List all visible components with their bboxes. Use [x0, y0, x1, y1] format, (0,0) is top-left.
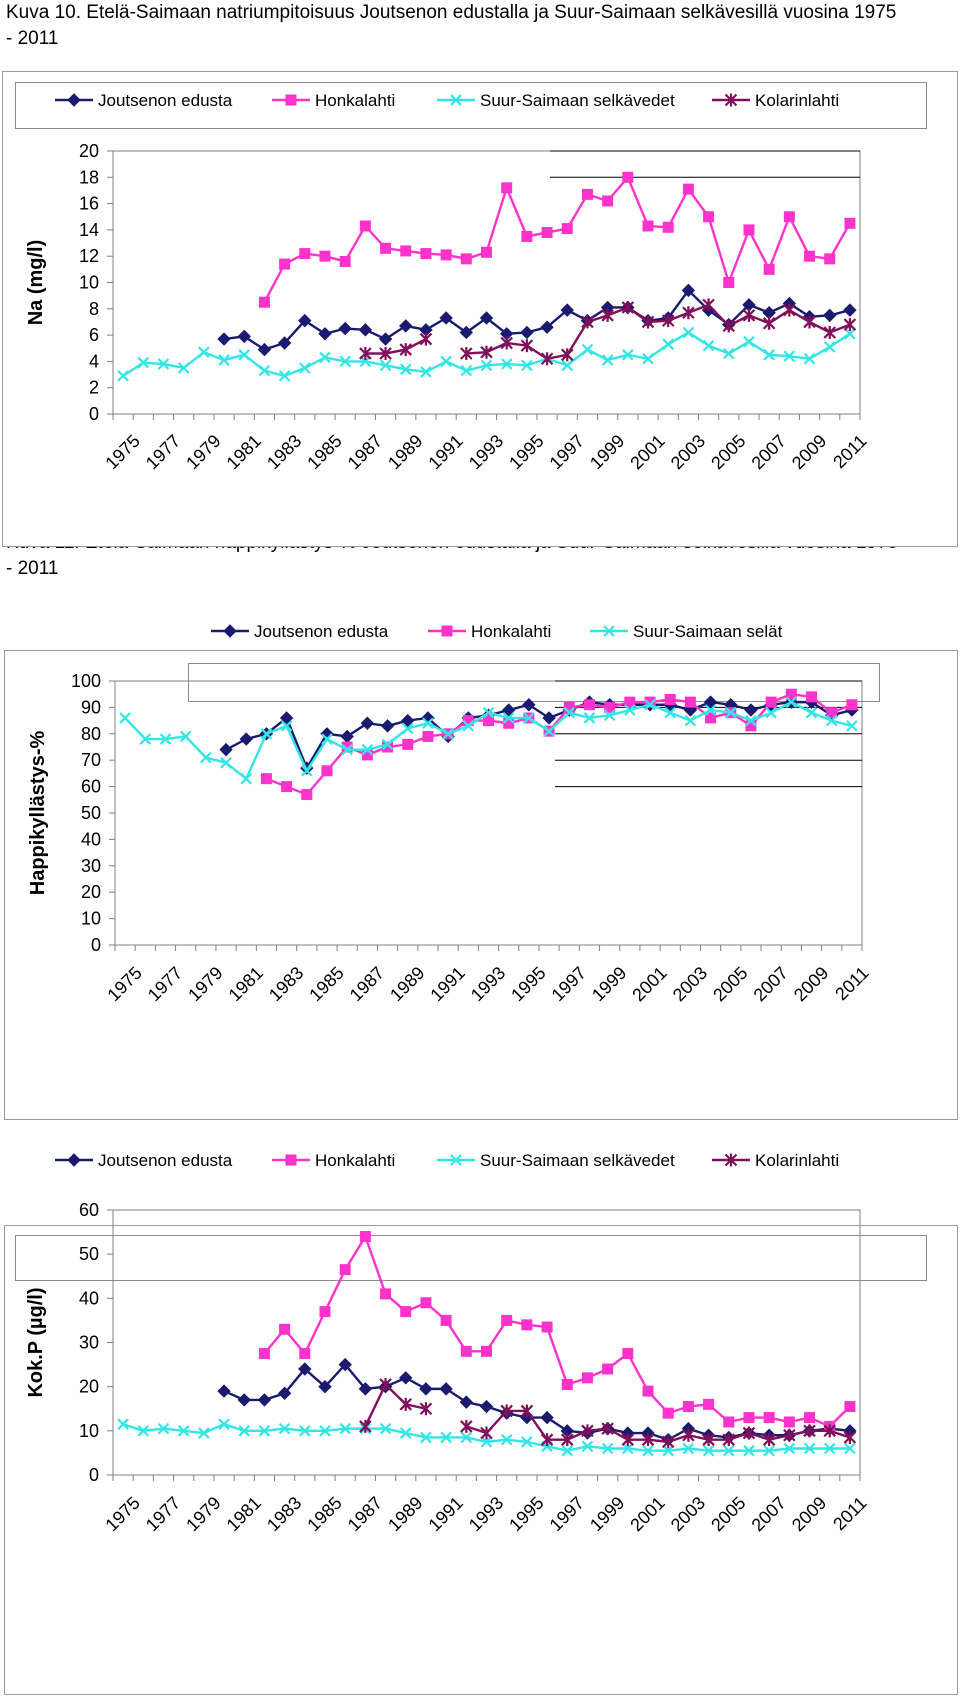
data-point: [766, 697, 777, 708]
y-tick-label: 16: [78, 193, 99, 214]
data-point: [562, 1379, 573, 1390]
data-point: [521, 231, 532, 242]
legend-swatch-marker: [286, 95, 297, 106]
legend-item: [272, 1151, 395, 1170]
data-point: [301, 789, 312, 800]
series-joutsenon-edusta: [218, 1359, 856, 1446]
data-point: [481, 1427, 492, 1440]
x-tick-label: 2001: [626, 1492, 669, 1536]
y-tick-label: 20: [78, 1376, 99, 1397]
legend-swatch-marker: [442, 626, 453, 637]
x-tick-label: 1993: [464, 1492, 508, 1536]
data-point: [238, 330, 250, 342]
x-tick-label: 1999: [586, 1492, 629, 1536]
x-tick-label: 2003: [666, 430, 710, 474]
data-point: [764, 317, 775, 330]
legend-item: [428, 622, 551, 641]
data-point: [261, 773, 272, 784]
x-tick-label: 1979: [182, 1492, 225, 1536]
data-point: [622, 1348, 633, 1359]
x-tick-label: 1975: [101, 430, 144, 474]
x-tick-label: 1981: [222, 430, 266, 474]
data-point: [743, 1412, 754, 1423]
x-tick-label: 2001: [626, 430, 669, 474]
x-tick-label: 2005: [707, 1492, 750, 1536]
y-axis-label: Na (mg/l): [25, 239, 47, 326]
data-point: [481, 1401, 493, 1413]
chart-sodium: [25, 91, 871, 473]
data-point: [360, 1231, 371, 1242]
data-point: [665, 694, 676, 705]
x-tick-label: 1987: [345, 962, 389, 1006]
chart-oxygen: [27, 622, 873, 1005]
data-point: [481, 1346, 492, 1357]
series-line: [365, 1384, 426, 1426]
y-tick-label: 0: [88, 404, 99, 424]
data-point: [584, 699, 595, 710]
y-tick-label: 70: [80, 750, 101, 771]
data-point: [723, 277, 734, 288]
data-point: [846, 699, 857, 710]
legend-label: Joutsenon edusta: [98, 1151, 233, 1170]
data-point: [259, 1348, 270, 1359]
data-point: [745, 704, 757, 716]
caption-figure-11: - 2011: [6, 558, 59, 579]
data-point: [441, 356, 451, 366]
x-tick-label: 2009: [789, 962, 833, 1006]
data-point: [683, 327, 693, 337]
x-tick-label: 1983: [264, 962, 308, 1006]
data-point: [360, 1420, 371, 1433]
x-tick-label: 1985: [303, 430, 346, 474]
data-point: [844, 1401, 855, 1412]
data-point: [582, 189, 593, 200]
data-point: [481, 247, 492, 258]
y-tick-label: 20: [78, 141, 99, 161]
x-tick-label: 1987: [343, 430, 387, 474]
legend-label: Suur-Saimaan selät: [633, 622, 783, 641]
x-tick-label: 2011: [831, 962, 873, 1005]
x-tick-label: 1981: [224, 962, 268, 1006]
y-tick-label: 2: [88, 377, 99, 398]
data-point: [218, 1385, 230, 1397]
data-point: [804, 315, 815, 328]
x-tick-label: 1997: [545, 430, 589, 474]
x-tick-label: 2005: [707, 430, 750, 474]
data-point: [743, 224, 754, 235]
x-tick-label: 1991: [426, 962, 469, 1006]
data-point: [460, 1396, 472, 1408]
data-point: [440, 1383, 452, 1395]
data-point: [382, 720, 394, 732]
x-tick-label: 2005: [709, 962, 752, 1006]
legend-label: Kolarinlahti: [755, 1151, 840, 1170]
data-point: [844, 318, 855, 331]
x-tick-label: 1989: [384, 430, 427, 474]
plot-area: [113, 151, 860, 414]
data-point: [683, 184, 694, 195]
legend-item: [272, 91, 395, 110]
data-point: [339, 323, 351, 335]
data-point: [240, 733, 252, 745]
x-tick-label: 2011: [829, 1492, 871, 1535]
data-point: [420, 248, 431, 259]
data-point: [120, 713, 130, 723]
data-point: [743, 309, 754, 322]
data-point: [543, 712, 555, 724]
y-tick-label: 0: [90, 935, 101, 955]
legend-label: Kolarinlahti: [755, 91, 840, 110]
x-tick-label: 1977: [143, 962, 187, 1006]
x-tick-label: 1989: [386, 962, 429, 1006]
data-point: [825, 342, 835, 352]
data-point: [844, 1431, 855, 1444]
series-line: [266, 694, 851, 794]
legend-item: [712, 91, 839, 110]
data-point: [258, 1394, 270, 1406]
data-point: [258, 344, 270, 356]
y-tick-label: 10: [80, 908, 101, 929]
data-point: [279, 259, 290, 270]
y-tick-label: 10: [78, 272, 99, 293]
data-point: [764, 1412, 775, 1423]
y-tick-label: 14: [78, 219, 99, 240]
data-point: [562, 223, 573, 234]
data-point: [521, 1319, 532, 1330]
series-joutsenon-edusta: [220, 696, 858, 774]
data-point: [724, 349, 734, 359]
data-point: [299, 248, 310, 259]
x-tick-label: 1979: [182, 430, 225, 474]
data-point: [241, 774, 251, 784]
x-tick-label: 1995: [505, 430, 548, 474]
data-point: [804, 1412, 815, 1423]
data-point: [643, 1386, 654, 1397]
y-tick-label: 40: [80, 829, 101, 850]
data-point: [744, 337, 754, 347]
data-point: [420, 333, 431, 346]
data-point: [400, 1306, 411, 1317]
y-tick-label: 6: [88, 325, 99, 346]
data-point: [259, 297, 270, 308]
data-point: [806, 691, 817, 702]
data-point: [602, 195, 613, 206]
data-point: [703, 211, 714, 222]
x-tick-label: 1993: [466, 962, 510, 1006]
y-tick-label: 50: [80, 803, 101, 823]
x-tick-label: 2007: [747, 1492, 790, 1536]
data-point: [300, 363, 310, 373]
data-point: [602, 1364, 613, 1375]
data-point: [400, 1372, 412, 1384]
x-tick-label: 1997: [545, 1492, 589, 1536]
data-point: [380, 333, 392, 345]
series-line: [365, 339, 426, 353]
y-tick-label: 10: [78, 1420, 99, 1441]
data-point: [341, 730, 353, 742]
legend-item: [712, 1151, 839, 1170]
data-point: [844, 218, 855, 229]
data-point: [461, 1420, 472, 1433]
data-point: [683, 1401, 694, 1412]
y-tick-label: 12: [78, 246, 99, 267]
data-point: [622, 172, 633, 183]
y-axis-label: Happikyllästys-%: [27, 730, 49, 896]
data-point: [683, 306, 694, 319]
legend-swatch-marker: [68, 94, 80, 106]
series-line: [224, 1365, 850, 1440]
series-line: [226, 702, 852, 768]
x-tick-label: 1979: [184, 962, 227, 1006]
x-tick-label: 2003: [668, 962, 712, 1006]
data-point: [521, 326, 533, 338]
data-point: [784, 304, 795, 317]
x-tick-label: 1995: [507, 962, 550, 1006]
data-point: [824, 309, 836, 321]
y-tick-label: 90: [80, 697, 101, 718]
data-point: [319, 251, 330, 262]
data-point: [844, 304, 856, 316]
data-point: [422, 731, 433, 742]
data-point: [441, 1315, 452, 1326]
series-honkalahti: [259, 1231, 855, 1432]
x-tick-label: 2007: [747, 430, 790, 474]
y-tick-label: 100: [70, 671, 101, 691]
data-point: [299, 1348, 310, 1359]
data-point: [361, 717, 373, 729]
data-point: [441, 249, 452, 260]
x-tick-label: 2007: [749, 962, 792, 1006]
series-honkalahti: [259, 172, 855, 308]
y-axis-label: Kok.P (µg/l): [25, 1287, 47, 1398]
data-point: [238, 1394, 250, 1406]
legend-swatch-marker: [224, 625, 236, 637]
data-point: [784, 211, 795, 222]
x-tick-label: 1985: [303, 1492, 346, 1536]
data-point: [764, 264, 775, 275]
data-point: [118, 371, 128, 381]
data-point: [402, 739, 413, 750]
data-point: [523, 699, 535, 711]
y-tick-label: 50: [78, 1244, 99, 1265]
legend-item: [437, 1151, 675, 1170]
data-point: [400, 245, 411, 256]
legend-label: Joutsenon edusta: [254, 622, 389, 641]
y-tick-label: 80: [80, 723, 101, 744]
data-point: [807, 708, 817, 718]
data-point: [542, 227, 553, 238]
legend-swatch-marker: [286, 1155, 297, 1166]
caption-figure-10: Kuva 10. Etelä-Saimaan natriumpitoisuus Joutsenon edustalla ja Suur-Saimaan selkävesillä vuosina 1975 - 2011: [6, 2, 897, 49]
legend-item: [590, 622, 783, 641]
series-line: [264, 1237, 849, 1427]
legend-item: [55, 1151, 233, 1170]
x-tick-label: 1999: [586, 430, 629, 474]
data-point: [420, 1383, 432, 1395]
data-point: [380, 1288, 391, 1299]
data-point: [685, 697, 696, 708]
x-tick-label: 1995: [505, 1492, 548, 1536]
data-point: [321, 765, 332, 776]
data-point: [319, 328, 331, 340]
y-tick-label: 60: [78, 1200, 99, 1220]
legend-item: [211, 622, 389, 641]
x-tick-label: 1975: [103, 962, 146, 1006]
x-tick-label: 1987: [343, 1492, 387, 1536]
x-tick-label: 2003: [666, 1492, 710, 1536]
x-tick-label: 1983: [262, 1492, 306, 1536]
chart-phosphorus: [25, 1151, 871, 1535]
series-line: [264, 177, 849, 302]
x-tick-label: 2011: [829, 430, 871, 473]
data-point: [319, 1306, 330, 1317]
data-point: [218, 333, 230, 345]
legend-label: Honkalahti: [315, 91, 396, 110]
y-tick-label: 40: [78, 1288, 99, 1309]
legend-label: Joutsenon edusta: [98, 91, 233, 110]
y-tick-label: 20: [80, 882, 101, 903]
x-tick-label: 1991: [424, 430, 467, 474]
data-point: [501, 182, 512, 193]
x-tick-label: 2009: [787, 1492, 831, 1536]
data-point: [824, 253, 835, 264]
x-tick-label: 1977: [141, 1492, 185, 1536]
x-tick-label: 1983: [262, 430, 306, 474]
y-tick-label: 60: [80, 776, 101, 797]
data-point: [582, 345, 592, 355]
data-point: [359, 324, 371, 336]
x-tick-label: 1997: [547, 962, 591, 1006]
legend-swatch-marker: [68, 1154, 80, 1166]
x-tick-label: 1991: [424, 1492, 467, 1536]
data-point: [360, 220, 371, 231]
data-point: [220, 744, 232, 756]
legend-item: [55, 91, 233, 110]
x-tick-label: 1993: [464, 430, 508, 474]
data-point: [723, 1417, 734, 1428]
data-point: [804, 251, 815, 262]
data-point: [461, 253, 472, 264]
data-point: [199, 347, 209, 357]
legend-label: Honkalahti: [315, 1151, 396, 1170]
data-point: [501, 1315, 512, 1326]
data-point: [380, 243, 391, 254]
data-point: [643, 220, 654, 231]
data-point: [461, 1346, 472, 1357]
data-point: [281, 781, 292, 792]
data-point: [340, 1264, 351, 1275]
data-point: [703, 1399, 714, 1410]
series-line: [224, 290, 850, 349]
data-point: [420, 1297, 431, 1308]
x-tick-label: 2001: [628, 962, 671, 1006]
y-tick-label: 0: [88, 1465, 99, 1485]
x-tick-label: 1989: [384, 1492, 427, 1536]
data-point: [279, 1324, 290, 1335]
data-point: [541, 1412, 553, 1424]
y-tick-label: 30: [78, 1332, 99, 1353]
y-tick-label: 4: [88, 351, 99, 372]
data-point: [704, 341, 714, 351]
legend-label: Honkalahti: [471, 622, 552, 641]
x-tick-label: 1985: [305, 962, 348, 1006]
x-tick-label: 2009: [787, 430, 831, 474]
y-tick-label: 8: [88, 298, 99, 319]
legend-label: Suur-Saimaan selkävedet: [480, 1151, 675, 1170]
data-point: [582, 1372, 593, 1383]
x-tick-label: 1975: [101, 1492, 144, 1536]
data-point: [663, 222, 674, 233]
data-point: [784, 1417, 795, 1428]
y-tick-label: 30: [80, 855, 101, 876]
y-tick-label: 18: [78, 167, 99, 188]
data-point: [663, 1408, 674, 1419]
x-tick-label: 1981: [222, 1492, 266, 1536]
x-tick-label: 1977: [141, 430, 185, 474]
data-point: [663, 339, 673, 349]
data-point: [542, 1322, 553, 1333]
data-point: [824, 326, 835, 339]
data-point: [340, 256, 351, 267]
x-tick-label: 1999: [588, 962, 631, 1006]
series-honkalahti: [261, 689, 857, 800]
data-point: [400, 320, 412, 332]
legend-item: [437, 91, 675, 110]
data-point: [685, 716, 695, 726]
legend-label: Suur-Saimaan selkävedet: [480, 91, 675, 110]
